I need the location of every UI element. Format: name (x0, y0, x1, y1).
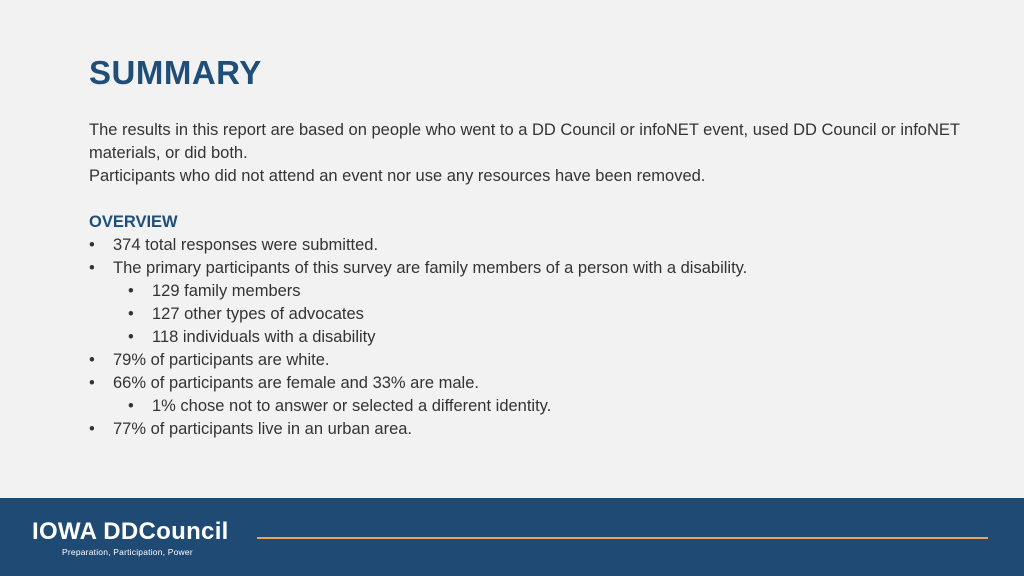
gender-note-list (89, 395, 969, 418)
overview-list (89, 418, 969, 441)
list-item (89, 349, 969, 372)
list-item-text: 77% of participants live in an urban area. (113, 420, 413, 438)
list-item-text: The primary participants of this survey are family members of a person with a disability. (113, 259, 748, 277)
sub-list-item-text: 129 family members (152, 282, 301, 300)
overview-heading: OVERVIEW (89, 213, 178, 231)
bullet-icon: • (89, 259, 95, 277)
bullet-icon: • (89, 374, 95, 392)
participant-types-list (89, 280, 969, 349)
sub-list-item (89, 395, 969, 418)
overview-list (89, 234, 969, 280)
bullet-icon: • (128, 305, 134, 323)
summary-content (89, 119, 969, 441)
bullet-icon: • (89, 351, 95, 369)
bullet-icon: • (128, 282, 134, 300)
sub-list-item-text: 118 individuals with a disability (152, 328, 376, 346)
sub-list-item (89, 303, 969, 326)
list-item (89, 257, 969, 280)
intro-note: Participants who did not attend an event nor use any resources have been removed. (89, 167, 706, 185)
list-item-text: 374 total responses were submitted. (113, 236, 379, 254)
bullet-icon: • (128, 397, 134, 415)
bullet-icon: • (128, 328, 134, 346)
bullet-icon: • (89, 420, 95, 438)
list-item (89, 372, 969, 395)
list-item-text: 79% of participants are white. (113, 351, 330, 369)
list-item-text: 66% of participants are female and 33% are male. (113, 374, 479, 392)
page-title: SUMMARY (89, 54, 262, 91)
sub-list-item-text: 127 other types of advocates (152, 305, 364, 323)
logo-tagline: Preparation, Participation, Power (62, 547, 193, 557)
list-item (89, 234, 969, 257)
intro-paragraph: The results in this report are based on people who went to a DD Council or infoNET event, used DD Council or infoNET materials, or did both. (89, 121, 960, 162)
list-item (89, 418, 969, 441)
sub-list-item-text: 1% chose not to answer or selected a different identity. (152, 397, 552, 415)
sub-list-item (89, 326, 969, 349)
overview-list (89, 349, 969, 395)
sub-list-item (89, 280, 969, 303)
council-logo: IOWA DDCouncil (32, 518, 229, 545)
bullet-icon: • (89, 236, 95, 254)
spacer (89, 188, 969, 211)
footer-divider (257, 537, 988, 539)
